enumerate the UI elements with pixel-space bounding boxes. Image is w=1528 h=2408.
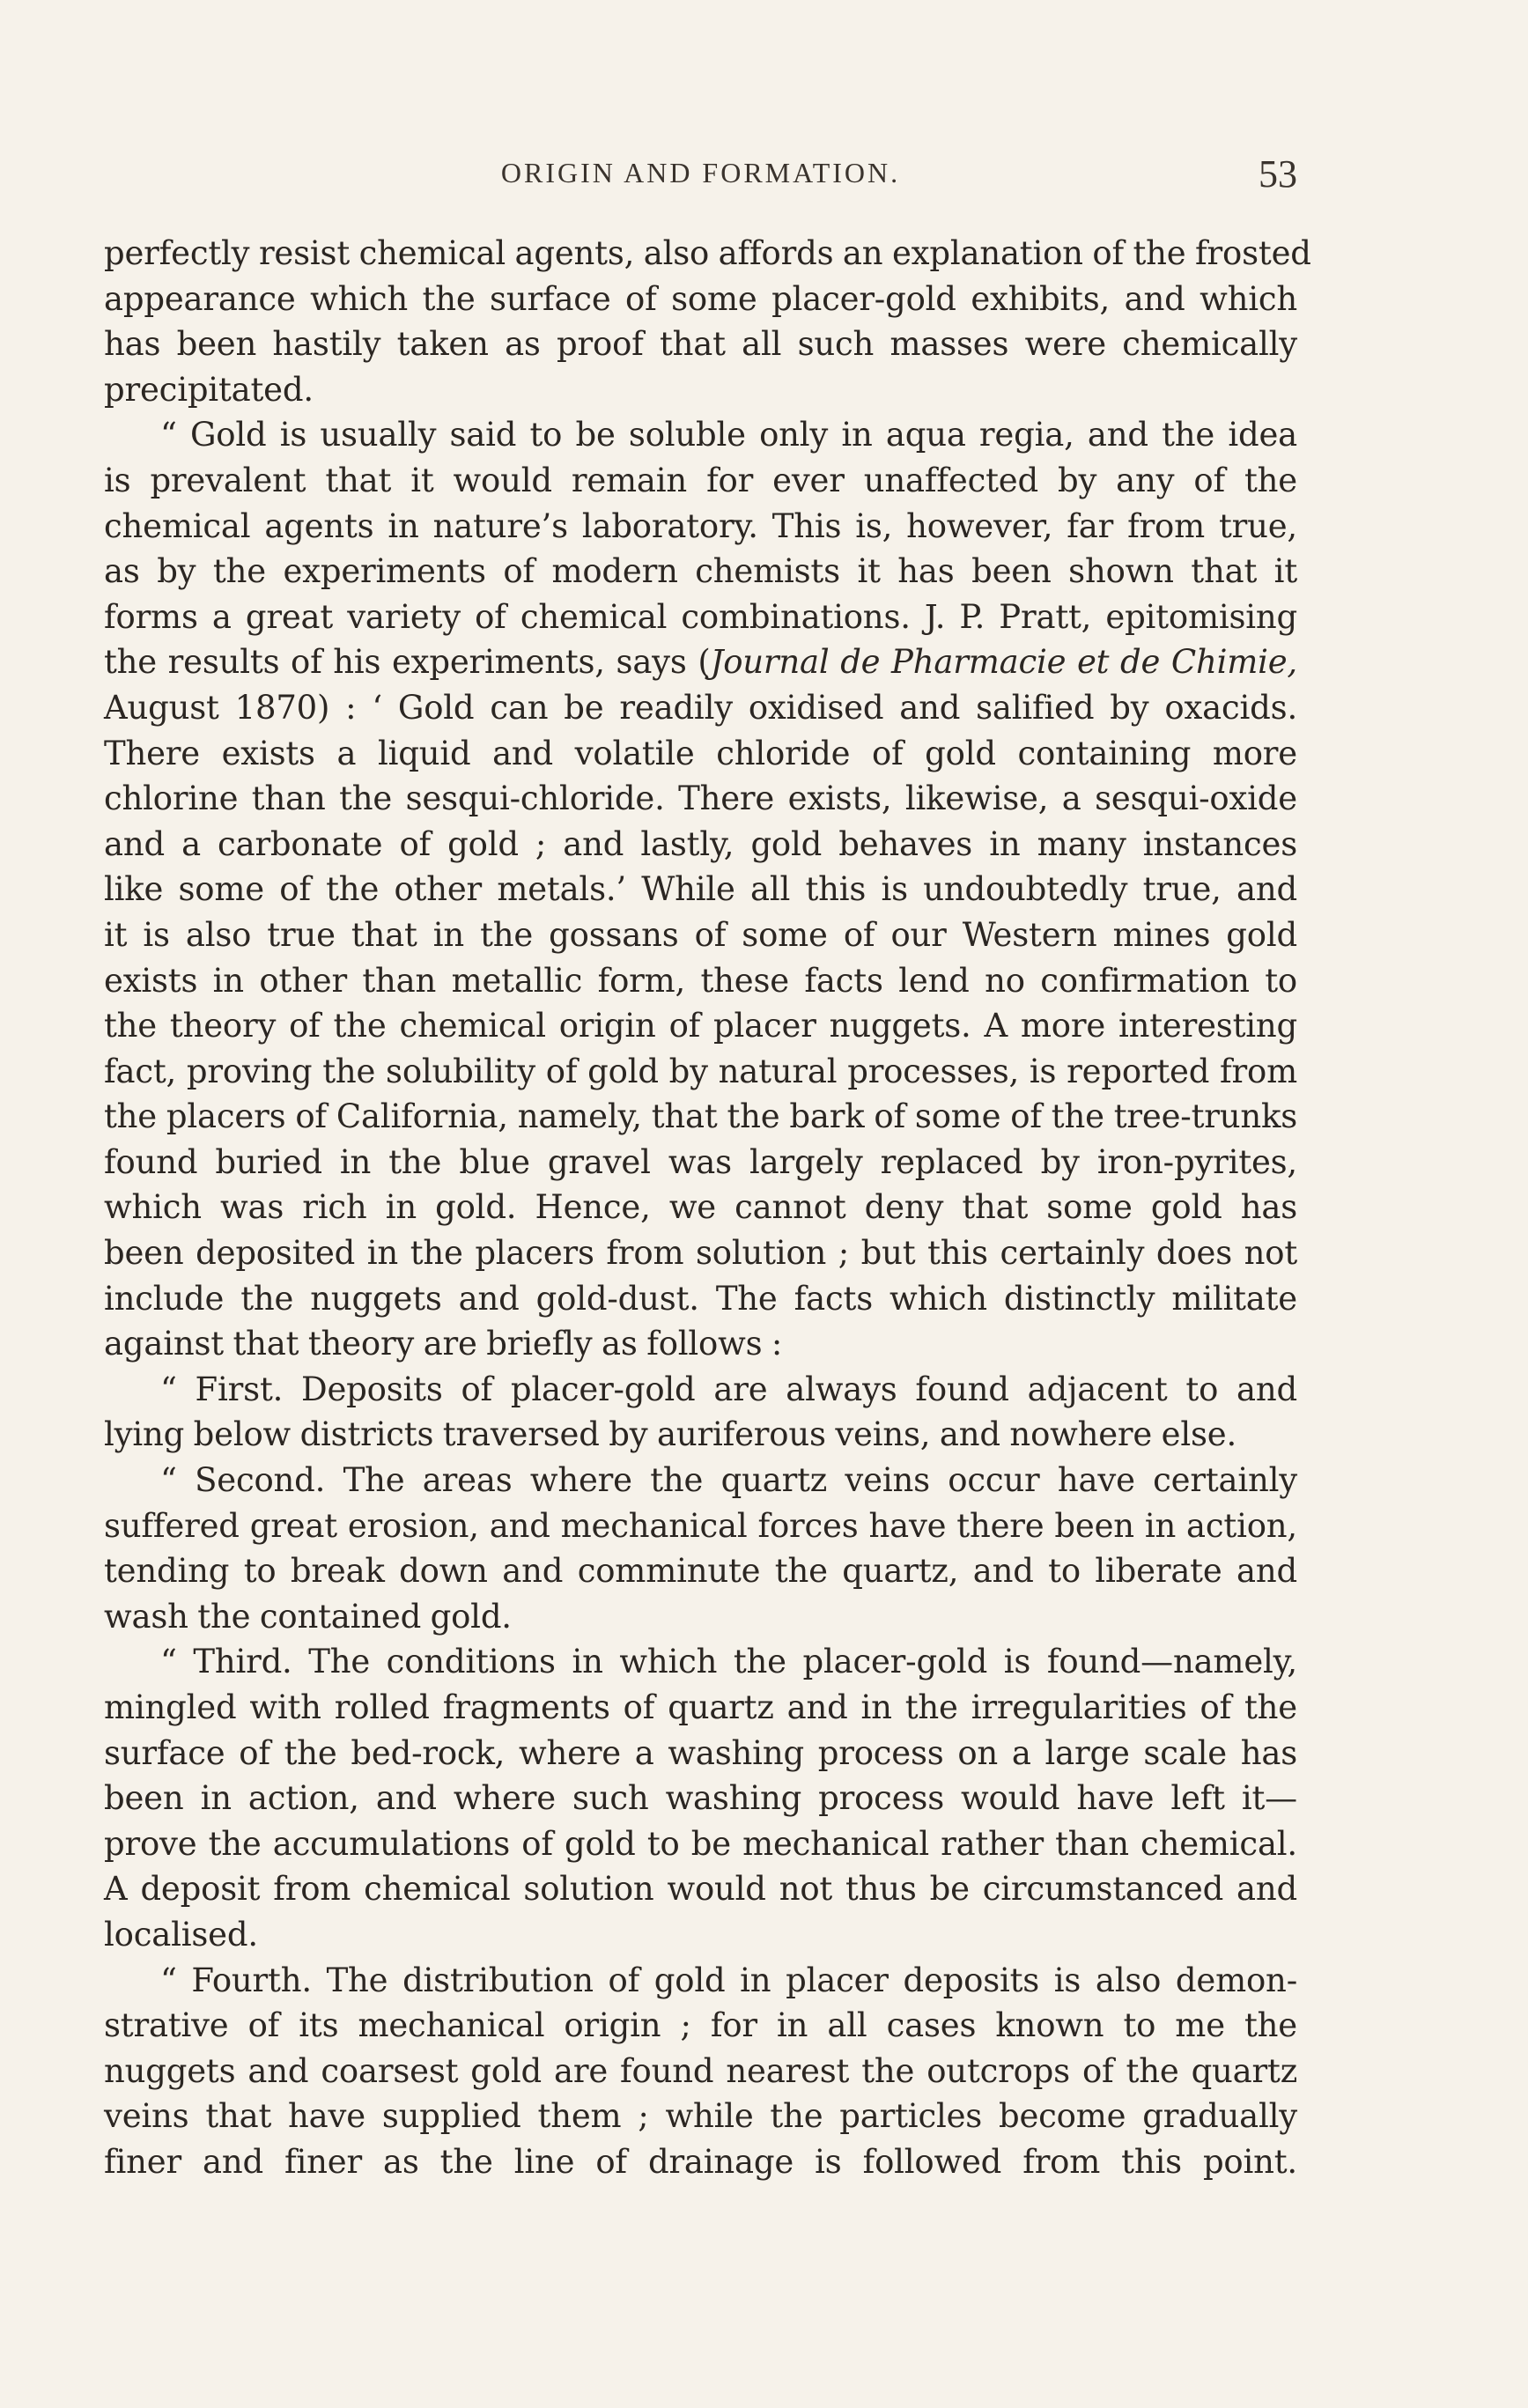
- text-line: August 1870) : ‘ Gold can be readily oxidised and salified by oxacids.: [104, 688, 1297, 727]
- text-line: fact, proving the solubility of gold by natural processes, is reported from: [104, 1052, 1297, 1090]
- text-line: “ First. Deposits of placer-gold are always found adjacent to and: [160, 1370, 1297, 1408]
- text-line: There exists a liquid and volatile chloride of gold containing more: [104, 734, 1297, 772]
- text-line: appearance which the surface of some placer-gold exhibits, and which: [104, 279, 1297, 318]
- text-line: been deposited in the placers from solution ; but this certainly does not: [104, 1234, 1297, 1273]
- text-line: strative of its mechanical origin ; for in all cases known to me the: [104, 2006, 1297, 2045]
- text-line: finer and finer as the line of drainage is followed from this point.: [104, 2142, 1297, 2181]
- page-number: 53: [1259, 152, 1297, 196]
- text-line: “ Third. The conditions in which the placer-gold is found—namely,: [160, 1643, 1297, 1681]
- text-segment: the results of his experiments, says (: [104, 643, 711, 682]
- text-line: localised.: [104, 1915, 258, 1954]
- text-line: found buried in the blue gravel was largely replaced by iron-pyrites,: [104, 1142, 1297, 1181]
- text-line: perfectly resist chemical agents, also affords an explanation of the frosted: [104, 234, 1311, 272]
- text-line: it is also true that in the gossans of some of our Western mines gold: [104, 915, 1297, 954]
- journal-title: Journal de Pharmacie et de Chimie,: [710, 643, 1297, 682]
- text-line: suffered great erosion, and mechanical forces have there been in action,: [104, 1506, 1297, 1545]
- text-line: chlorine than the sesqui-chloride. There exists, likewise, a sesqui-oxide: [104, 779, 1297, 818]
- body-text: [104, 231, 1311, 2185]
- text-line: chemical agents in nature’s laboratory. This is, however, far from true,: [104, 506, 1297, 545]
- text-line: “ Fourth. The distribution of gold in placer deposits is also demon-: [160, 1961, 1297, 1999]
- text-line: against that theory are briefly as follows :: [104, 1325, 783, 1363]
- text-line: veins that have supplied them ; while the particles become gradually: [104, 2097, 1297, 2136]
- text-line: surface of the bed-rock, where a washing process on a large scale has: [104, 1733, 1297, 1772]
- text-line: is prevalent that it would remain for ever unaffected by any of the: [104, 461, 1297, 499]
- text-line: exists in other than metallic form, these facts lend no confirmation to: [104, 961, 1297, 1000]
- page-header: [104, 151, 1297, 204]
- text-line: and a carbonate of gold ; and lastly, gold behaves in many instances: [104, 824, 1297, 863]
- text-line: like some of the other metals.’ While all this is undoubtedly true, and: [104, 870, 1297, 909]
- text-line: “ Gold is usually said to be soluble only in aqua regia, and the idea: [160, 416, 1297, 454]
- running-title: ORIGIN AND FORMATION.: [500, 157, 901, 188]
- text-line: wash the contained gold.: [104, 1597, 512, 1636]
- text-line: the placers of California, namely, that the bark of some of the tree-trunks: [104, 1097, 1297, 1136]
- text-line: mingled with rolled fragments of quartz and in the irregularities of the: [104, 1688, 1297, 1726]
- text-line: has been hastily taken as proof that all such masses were chemically: [104, 325, 1297, 364]
- text-line: as by the experiments of modern chemists it has been shown that it: [104, 552, 1297, 591]
- text-line: A deposit from chemical solution would not thus be circumstanced and: [104, 1870, 1297, 1909]
- text-line: prove the accumulations of gold to be mechanical rather than chemical.: [104, 1824, 1297, 1863]
- text-line: the theory of the chemical origin of placer nuggets. A more interesting: [104, 1007, 1297, 1045]
- text-line: “ Second. The areas where the quartz veins occur have certainly: [160, 1461, 1297, 1500]
- text-line: nuggets and coarsest gold are found nearest the outcrops of the quartz: [104, 2051, 1297, 2090]
- text-line: precipitated.: [104, 370, 314, 409]
- text-line: tending to break down and comminute the quartz, and to liberate and: [104, 1552, 1297, 1591]
- text-line: been in action, and where such washing process would have left it—: [104, 1779, 1297, 1818]
- text-line: include the nuggets and gold-dust. The facts which distinctly militate: [104, 1279, 1297, 1318]
- text-line: [104, 639, 1297, 685]
- text-line: lying below districts traversed by auriferous veins, and nowhere else.: [104, 1415, 1237, 1454]
- text-line: which was rich in gold. Hence, we cannot deny that some gold has: [104, 1188, 1297, 1227]
- text-line: forms a great variety of chemical combinations. J. P. Pratt, epitomising: [104, 597, 1297, 636]
